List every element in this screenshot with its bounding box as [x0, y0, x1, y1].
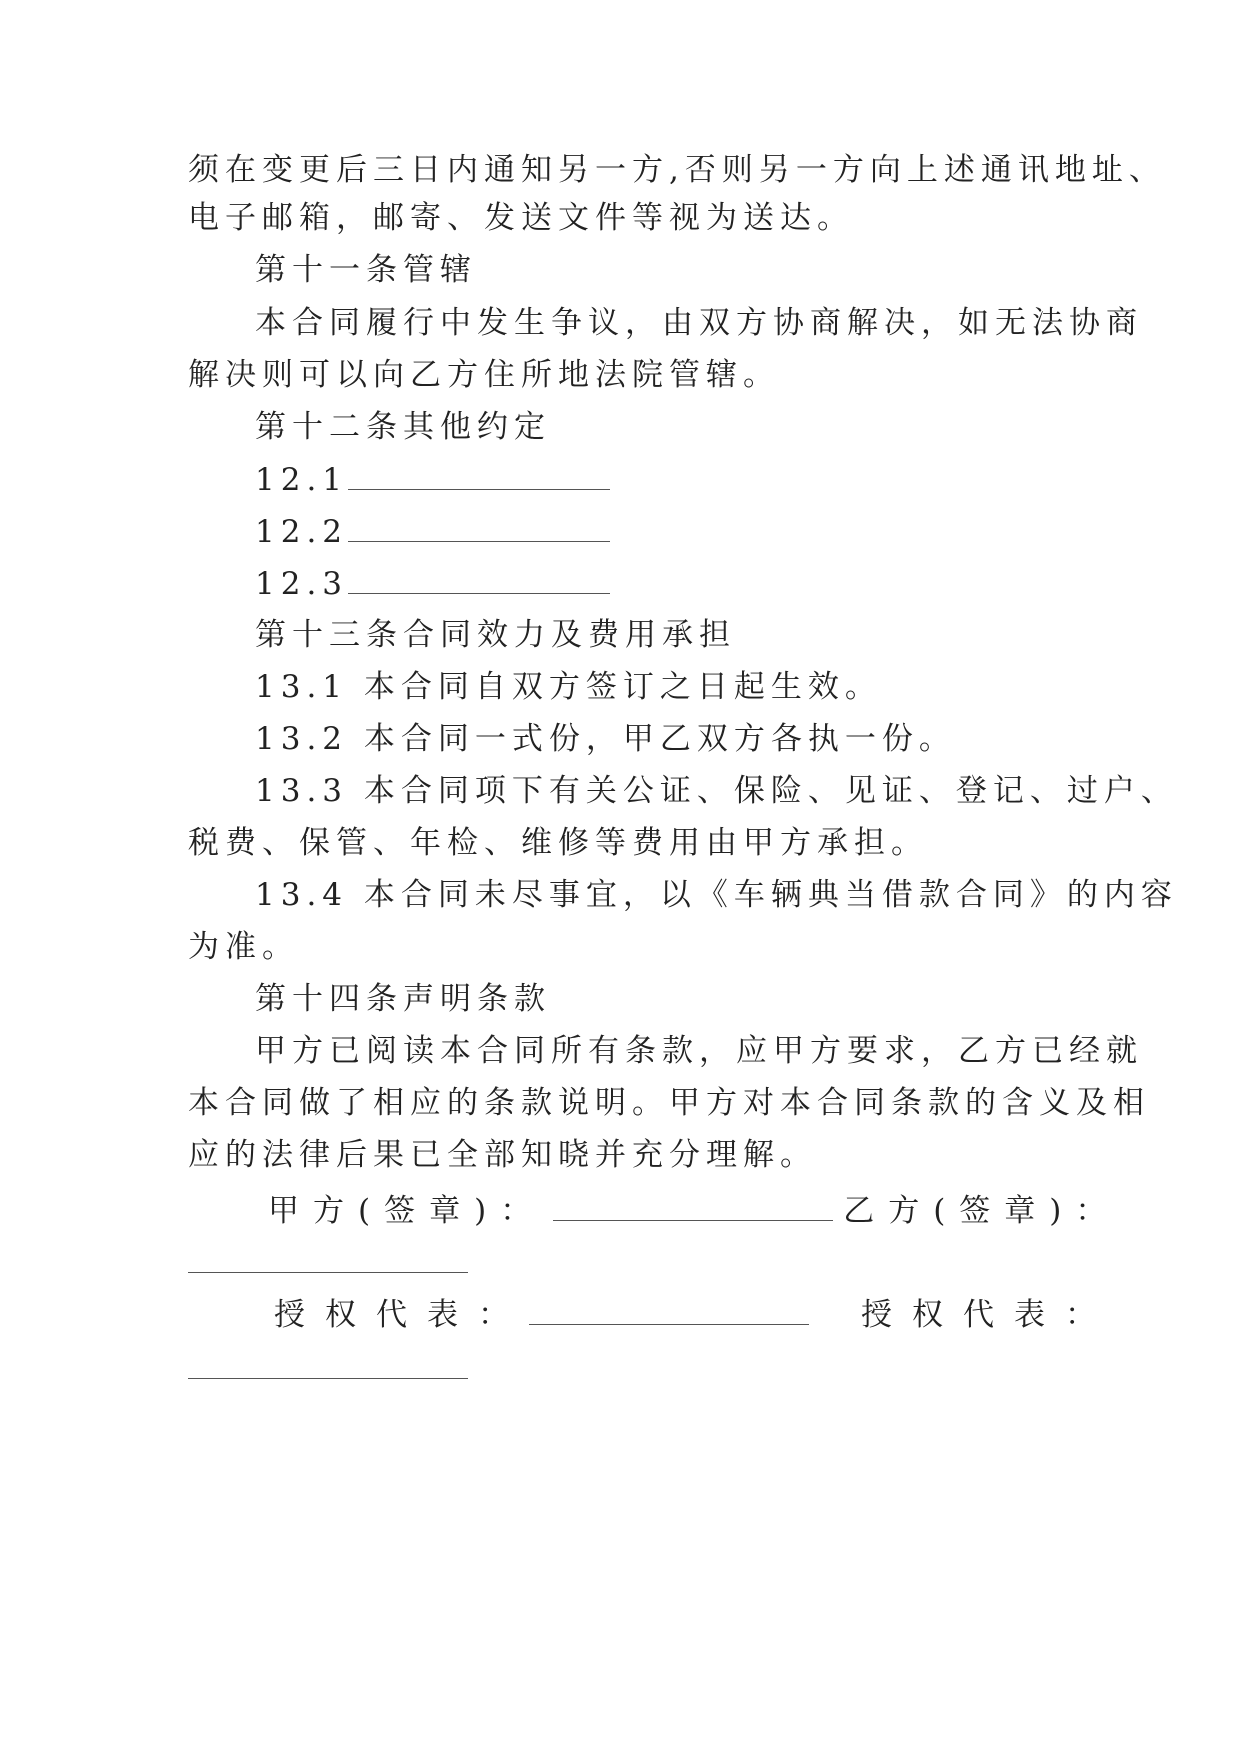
party-b-signature-blank[interactable] [188, 1272, 468, 1273]
section-heading: 第十四条声明条款 [255, 981, 551, 1017]
party-a-signature-label: 甲方(签章)： [268, 1193, 546, 1229]
party-b-signature-label: 乙方(签章)： [843, 1193, 1121, 1229]
body-text-line: 本合同做了相应的条款说明。甲方对本合同条款的含义及相 [188, 1085, 1150, 1121]
clause-item [255, 563, 610, 604]
clause-number: 12.3 [255, 566, 349, 602]
fill-in-blank[interactable] [348, 563, 610, 594]
party-a-rep-blank[interactable] [529, 1294, 809, 1325]
party-a-rep-label: 授权代表： [274, 1297, 529, 1333]
body-text-line: 13.1 本合同自双方签订之日起生效。 [255, 669, 882, 705]
party-a-signature-row [268, 1190, 1120, 1231]
section-heading: 第十三条合同效力及费用承担 [255, 617, 736, 653]
party-b-rep-blank[interactable] [188, 1378, 468, 1379]
clause-number: 12.2 [255, 514, 349, 550]
body-text-line: 税费、保管、年检、维修等费用由甲方承担。 [188, 825, 928, 861]
clause-item [255, 459, 610, 500]
clause-item [255, 511, 610, 552]
body-text-line: 13.3 本合同项下有关公证、保险、见证、登记、过户、 [255, 773, 1178, 809]
body-text-line: 为准。 [188, 929, 299, 965]
authorized-rep-row [274, 1294, 1116, 1335]
body-text-line: 电子邮箱，邮寄、发送文件等视为送达。 [188, 200, 854, 236]
party-b-rep-label: 授权代表： [861, 1297, 1116, 1333]
clause-number: 12.1 [255, 462, 349, 498]
fill-in-blank[interactable] [348, 511, 610, 542]
section-heading: 第十一条管辖 [255, 252, 477, 288]
body-text-line: 须在变更后三日内通知另一方,否则另一方向上述通讯地址、 [188, 152, 1166, 188]
body-text-line: 13.4 本合同未尽事宜，以《车辆典当借款合同》的内容 [255, 877, 1178, 913]
fill-in-blank[interactable] [348, 459, 610, 490]
section-heading: 第十二条其他约定 [255, 409, 551, 445]
body-text-line: 甲方已阅读本合同所有条款，应甲方要求，乙方已经就 [255, 1033, 1143, 1069]
body-text-line: 解决则可以向乙方住所地法院管辖。 [188, 357, 780, 393]
body-text-line: 本合同履行中发生争议，由双方协商解决，如无法协商 [255, 305, 1143, 341]
body-text-line: 13.2 本合同一式份，甲乙双方各执一份。 [255, 721, 956, 757]
party-a-signature-blank[interactable] [553, 1190, 833, 1221]
body-text-line: 应的法律后果已全部知晓并充分理解。 [188, 1137, 817, 1173]
